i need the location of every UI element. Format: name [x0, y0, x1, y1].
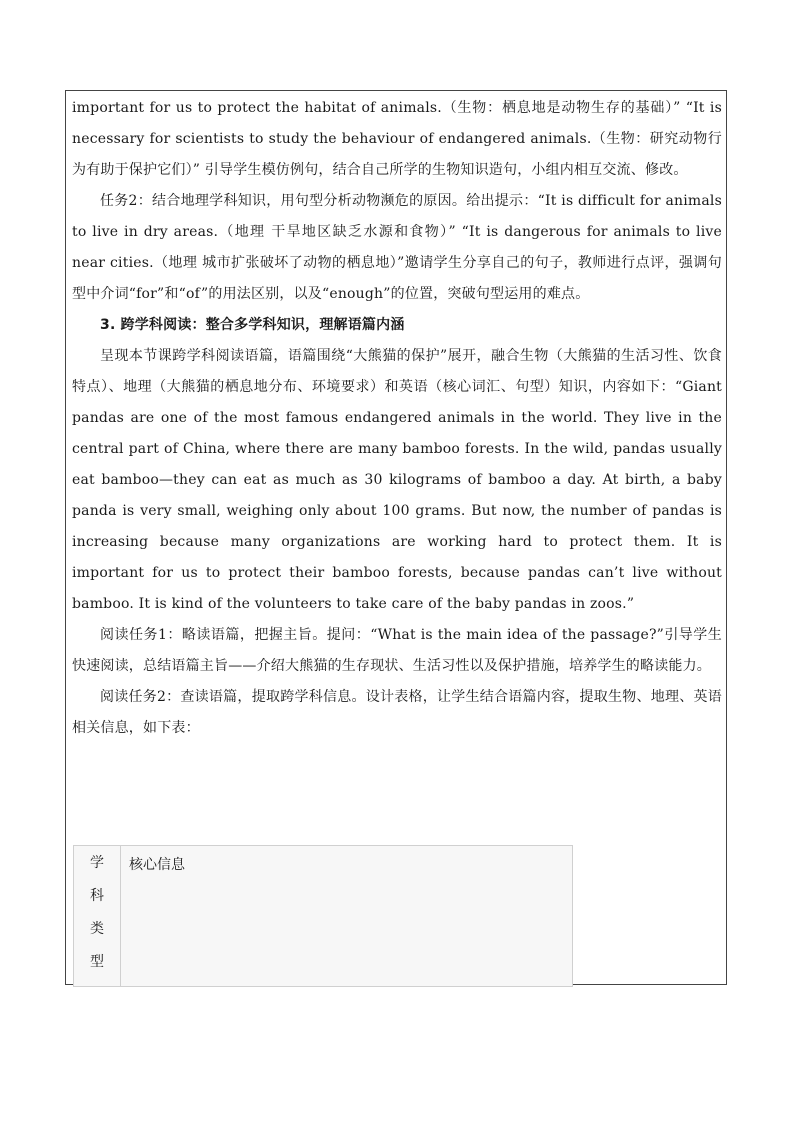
header-char: 类	[90, 921, 104, 937]
header-char: 科	[90, 888, 104, 904]
section-heading-cross-subject-reading: 3. 跨学科阅读：整合多学科知识，理解语篇内涵	[100, 317, 405, 333]
info-extraction-table	[73, 845, 573, 987]
header-cell-subject-type	[74, 846, 121, 987]
paragraph-reading-task-2: 阅读任务2：查读语篇，提取跨学科信息。设计表格，让学生结合语篇内容，提取生物、地理、英语相关信息，如下表：	[72, 689, 722, 736]
lesson-content	[72, 93, 722, 744]
header-char: 型	[90, 954, 104, 970]
paragraph-biology-examples: important for us to protect the habitat of animals.（生物：栖息地是动物生存的基础）” “It is necessary for scientists to study the behaviour of endangered animals.（生物：研究动物行为有助于保护它们）” 引导学生模仿例句，结合自己所学的生物知识造句，小组内相互交流、修改。	[72, 100, 722, 178]
paragraph-reading-task-1: 阅读任务1：略读语篇，把握主旨。提问：“What is the main idea of the passage?”引导学生快速阅读，总结语篇主旨——介绍大熊猫的生存现状、生活习性以及保护措施，培养学生的略读能力。	[72, 627, 722, 674]
header-char: 学	[90, 855, 104, 871]
paragraph-task-2-geography: 任务2：结合地理学科知识，用句型分析动物濒危的原因。给出提示：“It is difficult for animals to live in dry areas.（地理 干旱地区缺乏水源和食物）” “It is dangerous for animals to live near cities.（地理 城市扩张破坏了动物的栖息地）”邀请学生分享自己的句子，教师进行点评，强调句型中介词“for”和“of”的用法区别，以及“enough”的位置，突破句型运用的难点。	[72, 193, 722, 302]
header-cell-core-info: 核心信息	[121, 846, 573, 987]
table-header-row	[74, 846, 573, 987]
paragraph-reading-passage: 呈现本节课跨学科阅读语篇，语篇围绕“大熊猫的保护”展开，融合生物（大熊猫的生活习性、饮食特点）、地理（大熊猫的栖息地分布、环境要求）和英语（核心词汇、句型）知识，内容如下：“Giant pandas are one of the most famous endangered animals in the world. They live in the central part of China, where there are many bamboo forests. In the wild, pandas usually eat bamboo—they can eat as much as 30 kilograms of bamboo a day. At birth, a baby panda is very small, weighing only about 100 grams. But now, the number of pandas is increasing because many organizations are working hard to protect them. It is important for us to protect their bamboo forests, because pandas can’t live without bamboo. It is kind of the volunteers to take care of the baby pandas in zoos.”	[72, 348, 722, 612]
lesson-plan-cell	[65, 90, 727, 985]
